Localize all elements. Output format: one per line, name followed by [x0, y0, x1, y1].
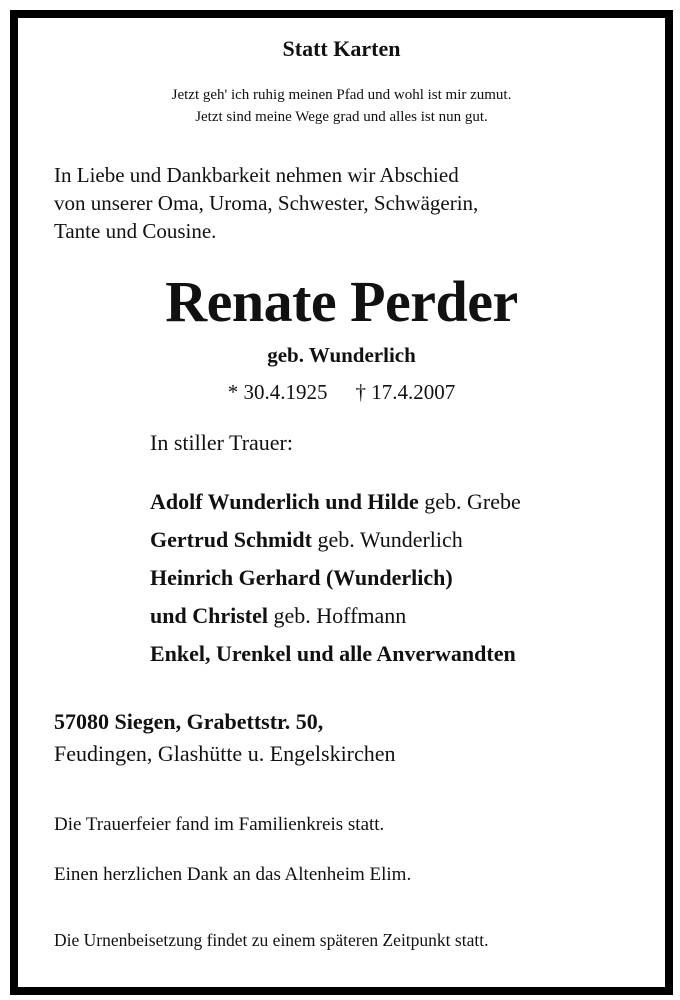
obituary-content — [18, 18, 665, 987]
urn-note: Die Urnenbeisetzung findet zu einem späteren Zeitpunkt statt. — [54, 930, 489, 950]
mourner-name: und Christel — [150, 603, 268, 628]
verse-line-1: Jetzt geh' ich ruhig meinen Pfad und wohl ist mir zumut. — [171, 87, 512, 103]
intro-line-2: von unserer Oma, Uroma, Schwester, Schwägerin, — [54, 191, 479, 215]
mourner-suffix: geb. Hoffmann — [267, 603, 407, 628]
mourner-entry — [150, 559, 453, 597]
deceased-name: Renate Perder — [165, 269, 518, 334]
birth-date: * 30.4.1925 — [227, 380, 328, 404]
intro-line-3: Tante und Cousine. — [54, 219, 217, 243]
intro-line-1: In Liebe und Dankbarkeit nehmen wir Abschied — [54, 163, 459, 187]
mourner-entry — [150, 635, 516, 673]
funeral-note: Die Trauerfeier fand im Familienkreis statt. — [54, 814, 385, 835]
mourner-name: Gertrud Schmidt — [150, 527, 312, 552]
mourner-suffix: geb. Grebe — [418, 489, 521, 514]
mourner-entry — [150, 483, 521, 521]
death-date: † 17.4.2007 — [355, 380, 456, 404]
obituary-frame — [10, 10, 673, 995]
deceased-maiden-name: geb. Wunderlich — [267, 343, 416, 367]
mourner-name: Adolf Wunderlich und Hilde — [150, 489, 419, 514]
mourner-name: Enkel, Urenkel und alle Anverwandten — [150, 641, 516, 666]
mourner-name: Heinrich Gerhard (Wunderlich) — [150, 565, 453, 590]
mourner-entry — [150, 521, 463, 559]
thanks-note: Einen herzlichen Dank an das Altenheim Elim. — [54, 864, 412, 885]
life-dates — [18, 380, 665, 405]
header-title: Statt Karten — [282, 36, 401, 61]
address-line-2: Feudingen, Glashütte u. Engelskirchen — [54, 741, 396, 766]
mourners-label: In stiller Trauer: — [150, 430, 293, 455]
mourner-suffix: geb. Wunderlich — [311, 527, 463, 552]
mourner-entry — [150, 597, 406, 635]
address-line-1: 57080 Siegen, Grabettstr. 50, — [54, 709, 324, 734]
verse-line-2: Jetzt sind meine Wege grad und alles ist nun gut. — [195, 109, 488, 125]
